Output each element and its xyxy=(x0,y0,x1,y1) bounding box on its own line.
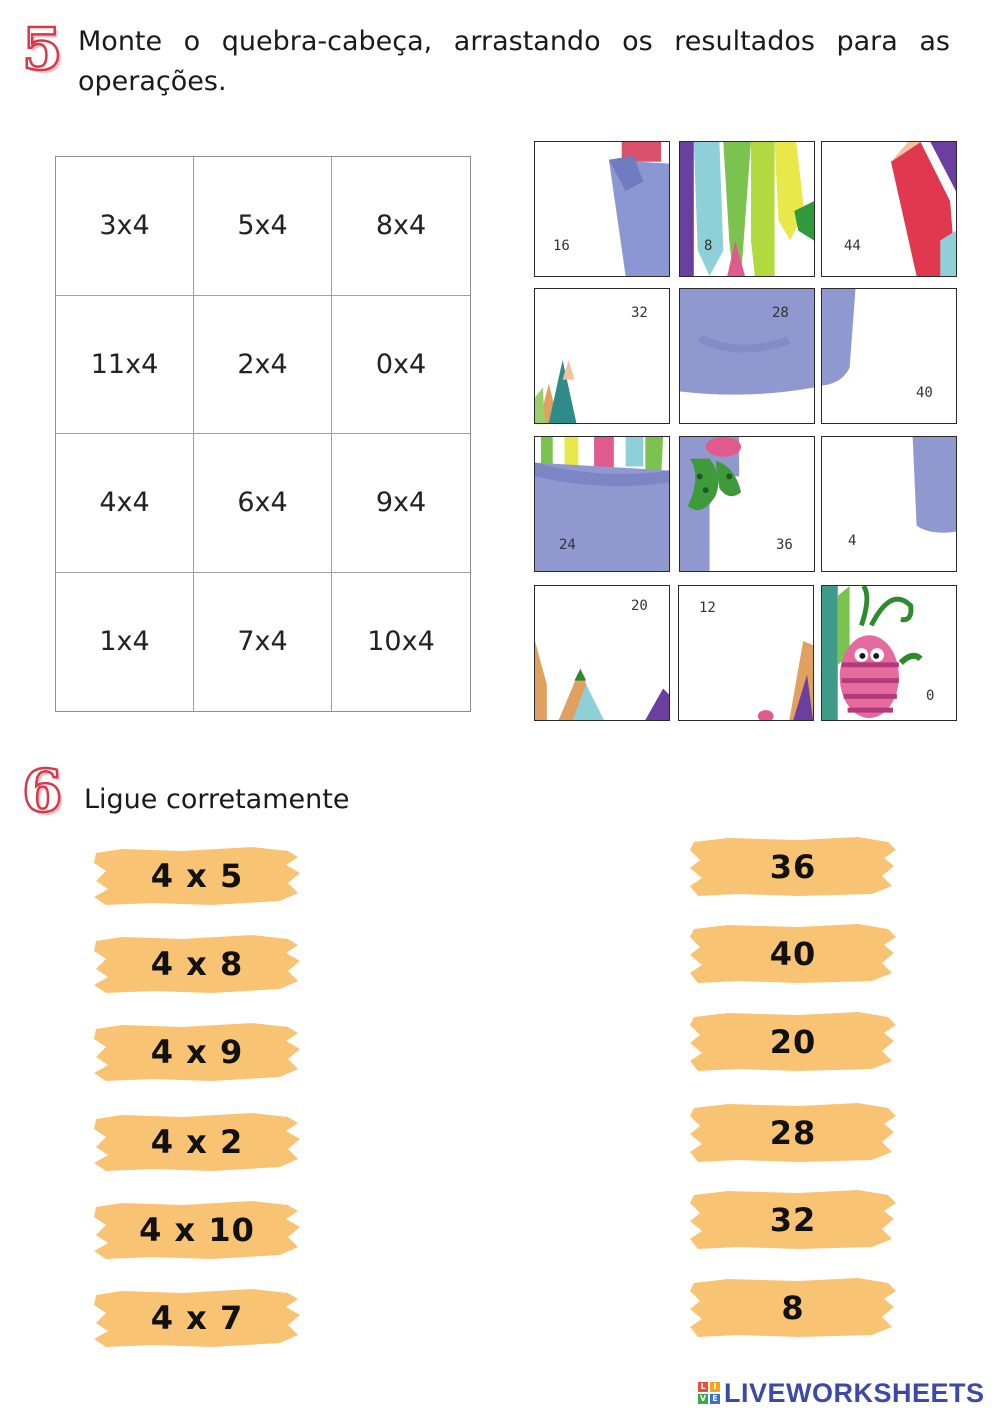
match-item-left[interactable] xyxy=(92,931,302,997)
operation-label: 4 x 10 xyxy=(139,1211,255,1249)
operations-grid xyxy=(55,156,471,712)
match-item-right[interactable] xyxy=(688,1187,898,1253)
match-item-left[interactable] xyxy=(92,1197,302,1263)
operation-drop-cell[interactable]: 7x4 xyxy=(194,573,332,712)
operation-drop-cell[interactable]: 9x4 xyxy=(332,434,470,573)
puzzle-piece[interactable] xyxy=(534,436,670,572)
puzzle-piece[interactable] xyxy=(534,141,670,277)
match-item-left[interactable] xyxy=(92,1109,302,1175)
red-pencil-illustration xyxy=(822,142,956,276)
operation-drop-cell[interactable]: 5x4 xyxy=(194,157,332,296)
operation-label: 4 x 5 xyxy=(150,857,244,895)
result-label: 20 xyxy=(769,1023,817,1061)
instruction-text: Monte o quebra-cabeça, arrastando os resultados para as operações. xyxy=(78,26,950,97)
logo-letter: I xyxy=(710,1382,720,1392)
operation-drop-cell[interactable]: 11x4 xyxy=(56,296,194,435)
piece-number: 32 xyxy=(631,305,648,321)
match-item-right[interactable] xyxy=(688,1275,898,1341)
result-label: 8 xyxy=(781,1289,805,1327)
section-number-6: 6 xyxy=(22,757,63,825)
puzzle-piece[interactable] xyxy=(821,141,957,277)
piece-number: 44 xyxy=(844,238,861,254)
logo-letter: L xyxy=(698,1382,708,1392)
pencil-tips-illustration xyxy=(535,289,669,423)
puzzle-piece[interactable] xyxy=(821,436,957,572)
result-label: 40 xyxy=(769,935,817,973)
section-number-5: 5 xyxy=(22,15,63,83)
piece-number: 8 xyxy=(704,238,713,254)
operation-drop-cell[interactable]: 0x4 xyxy=(332,296,470,435)
match-item-left[interactable] xyxy=(92,1285,302,1351)
result-label: 28 xyxy=(769,1114,817,1152)
instruction-text: Ligue corretamente xyxy=(84,784,350,815)
match-item-left[interactable] xyxy=(92,843,302,909)
operation-drop-cell[interactable]: 4x4 xyxy=(56,434,194,573)
operation-label: 4 x 9 xyxy=(150,1033,244,1071)
operation-label: 4 x 2 xyxy=(150,1123,244,1161)
piece-number: 16 xyxy=(553,238,570,254)
puzzle-piece[interactable] xyxy=(534,288,670,424)
liveworksheets-logo xyxy=(698,1378,985,1408)
operation-drop-cell[interactable]: 3x4 xyxy=(56,157,194,296)
match-item-right[interactable] xyxy=(688,921,898,987)
match-item-right[interactable] xyxy=(688,1100,898,1166)
cup-side-illustration xyxy=(822,437,956,571)
operation-drop-cell[interactable]: 8x4 xyxy=(332,157,470,296)
piece-number: 40 xyxy=(916,385,933,401)
pencils-illustration xyxy=(680,142,814,276)
piece-number: 20 xyxy=(631,598,648,614)
result-label: 32 xyxy=(769,1201,817,1239)
logo-letter: E xyxy=(710,1394,720,1404)
operation-drop-cell[interactable]: 1x4 xyxy=(56,573,194,712)
puzzle-piece[interactable] xyxy=(821,585,957,721)
puzzle-piece[interactable] xyxy=(679,436,815,572)
piece-number: 4 xyxy=(848,533,857,549)
piece-number: 28 xyxy=(772,305,789,321)
pencil-cup-illustration xyxy=(535,142,669,276)
match-item-right[interactable] xyxy=(688,834,898,900)
piece-number: 0 xyxy=(926,688,935,704)
monster-leg-illustration xyxy=(680,437,814,571)
monster-illustration xyxy=(822,586,956,720)
puzzle-piece[interactable] xyxy=(678,585,814,721)
pencil-bottoms-illustration xyxy=(535,586,669,720)
operation-drop-cell[interactable]: 10x4 xyxy=(367,626,435,658)
piece-number: 12 xyxy=(699,600,716,616)
operation-drop-cell[interactable]: 6x4 xyxy=(194,434,332,573)
cup-top-illustration xyxy=(535,437,669,571)
piece-number: 24 xyxy=(559,537,576,553)
piece-number: 36 xyxy=(776,537,793,553)
puzzle-piece[interactable] xyxy=(534,585,670,721)
match-item-right[interactable] xyxy=(688,1009,898,1075)
operation-label: 4 x 8 xyxy=(150,945,244,983)
brand-name: LIVEWORKSHEETS xyxy=(724,1377,985,1408)
operation-label: 4 x 7 xyxy=(150,1299,244,1337)
match-item-left[interactable] xyxy=(92,1019,302,1085)
cup-body-illustration xyxy=(680,289,814,423)
cup-edge-illustration xyxy=(822,289,956,423)
operation-drop-cell[interactable]: 2x4 xyxy=(194,296,332,435)
logo-grid-icon xyxy=(698,1382,720,1404)
logo-letter: V xyxy=(699,1394,707,1403)
result-label: 36 xyxy=(769,848,817,886)
puzzle-piece[interactable] xyxy=(821,288,957,424)
puzzle-piece[interactable] xyxy=(679,141,815,277)
puzzle-piece[interactable] xyxy=(679,288,815,424)
